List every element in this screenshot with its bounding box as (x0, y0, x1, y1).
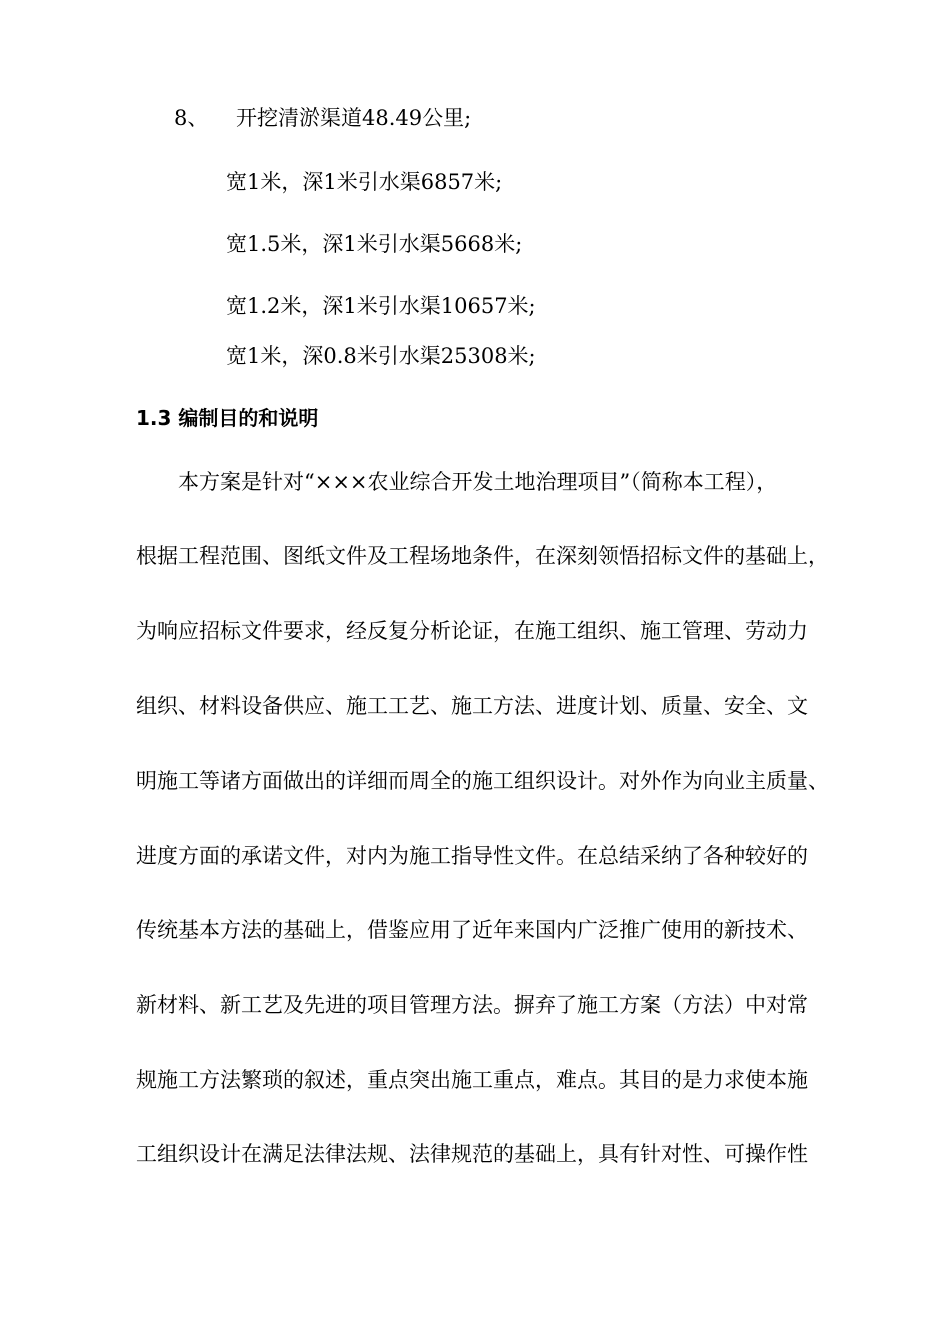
paragraph-line: 传统基本方法的基础上，借鉴应用了近年来国内广泛推广使用的新技术、 (136, 918, 808, 942)
list-item-number: 8、 (174, 106, 209, 130)
sub-item: 宽1米，深1米引水渠6857米; (226, 170, 503, 194)
paragraph-line: 组织、材料设备供应、施工工艺、施工方法、进度计划、质量、安全、文 (136, 694, 808, 718)
paragraph-line: 为响应招标文件要求，经反复分析论证，在施工组织、施工管理、劳动力 (136, 619, 808, 643)
paragraph-line: 新材料、新工艺及先进的项目管理方法。摒弃了施工方案（方法）中对常 (136, 993, 808, 1017)
list-item-text: 开挖清淤渠道48.49公里; (236, 106, 472, 130)
paragraph-line: 明施工等诸方面做出的详细而周全的施工组织设计。对外作为向业主质量、 (136, 769, 829, 793)
sub-item: 宽1.2米，深1米引水渠10657米; (226, 294, 536, 318)
paragraph-line: 规施工方法繁琐的叙述，重点突出施工重点，难点。其目的是力求使本施 (136, 1068, 808, 1092)
paragraph-line: 本方案是针对“×××农业综合开发土地治理项目”（简称本工程）， (178, 470, 778, 494)
sub-item: 宽1米，深0.8米引水渠25308米; (226, 344, 536, 368)
paragraph-line: 工组织设计在满足法律法规、法律规范的基础上，具有针对性、可操作性 (136, 1142, 808, 1166)
paragraph-line: 根据工程范围、图纸文件及工程场地条件，在深刻领悟招标文件的基础上， (136, 544, 829, 568)
section-heading: 1.3 编制目的和说明 (136, 406, 319, 430)
paragraph-line: 进度方面的承诺文件，对内为施工指导性文件。在总结采纳了各种较好的 (136, 844, 808, 868)
sub-item: 宽1.5米，深1米引水渠5668米; (226, 232, 523, 256)
